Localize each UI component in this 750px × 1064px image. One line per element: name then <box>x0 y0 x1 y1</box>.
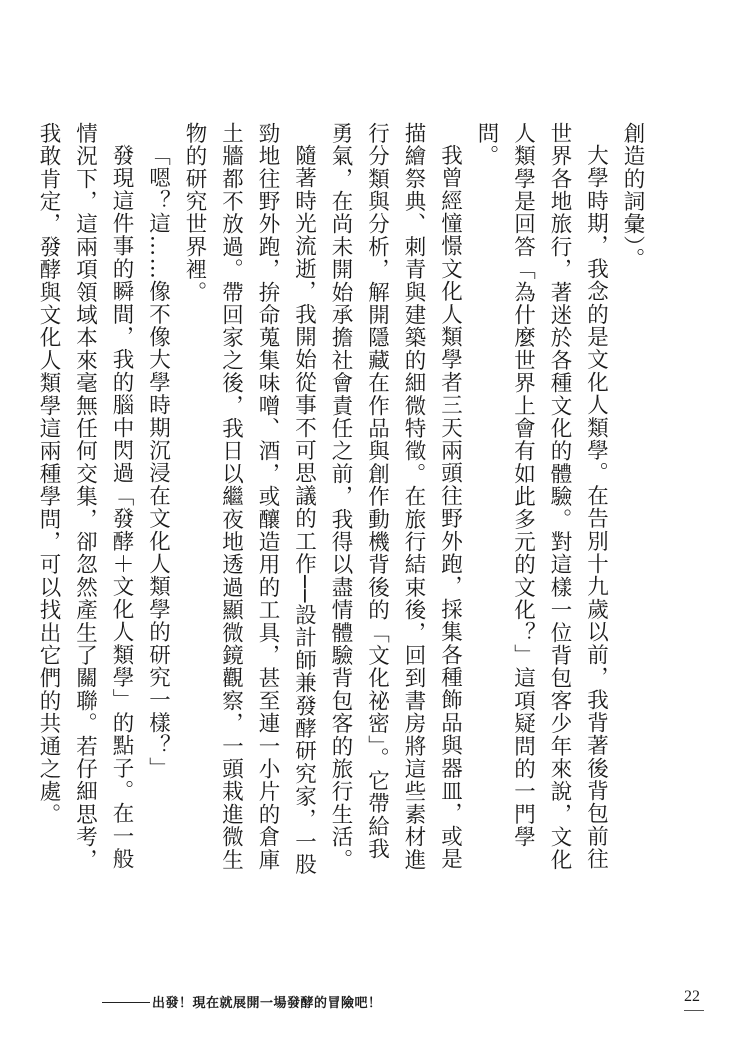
page-number-underline <box>684 1010 704 1011</box>
running-footer-title: 出發！現在就展開一場發酵的冒險吧！ <box>152 996 382 1011</box>
paragraph-continuation: 創造的詞彙）。 <box>620 122 645 271</box>
body-text <box>36 122 650 882</box>
paragraph-quote: 「嗯？這……像不像大學時期沉浸在文化人類學的研究一樣？」 <box>145 143 171 780</box>
paragraph-anthropologist: 我曾經憧憬文化人類學者三天兩頭往野外跑，採集各種飾品與器皿，或是描繪祭典、刺青與建築的細微特徵。在旅行結束後，回到書房將這些素材進行分類與分析，解開隱藏在作品與創作動機背後的「文化祕密」。它帶給我勇氣，在尚未開始承擔社會責任之前，我得以盡情體驗背包客的旅行生活。 <box>328 122 463 872</box>
paragraph-fermentation-work: 隨著時光流逝，我開始從事不可思議的工作──設計師兼發酵研究家，一股勁地往野外跑，拚命蒐集味噌、酒，或釀造用的工具，甚至連一小片的倉庫土牆都不放過。帶回家之後，我日以繼夜地透過顯微鏡觀察，一頭栽進微生物的研究世界裡。 <box>182 122 317 876</box>
paragraph-university: 大學時期，我念的是文化人類學。在告別十九歲以前，我背著後背包前往世界各地旅行，著迷於各種文化的體驗。對這樣一位背包客少年來說，文化人類學是回答「為什麼世界上會有如此多元的文化？」這項疑問的一門學問。 <box>474 122 609 872</box>
paragraph-discovery: 發現這件事的瞬間，我的腦中閃過「發酵＋文化人類學」的點子。在一般情況下，這兩項領域本來毫無任何交集，卻忽然產生了關聯。若仔細思考，我敢肯定，發酵與文化人類學這兩種學問，可以找出它們的共通之處。 <box>36 122 134 872</box>
page-number: 22 <box>684 988 700 1005</box>
footer-dash-rule <box>102 1002 150 1003</box>
